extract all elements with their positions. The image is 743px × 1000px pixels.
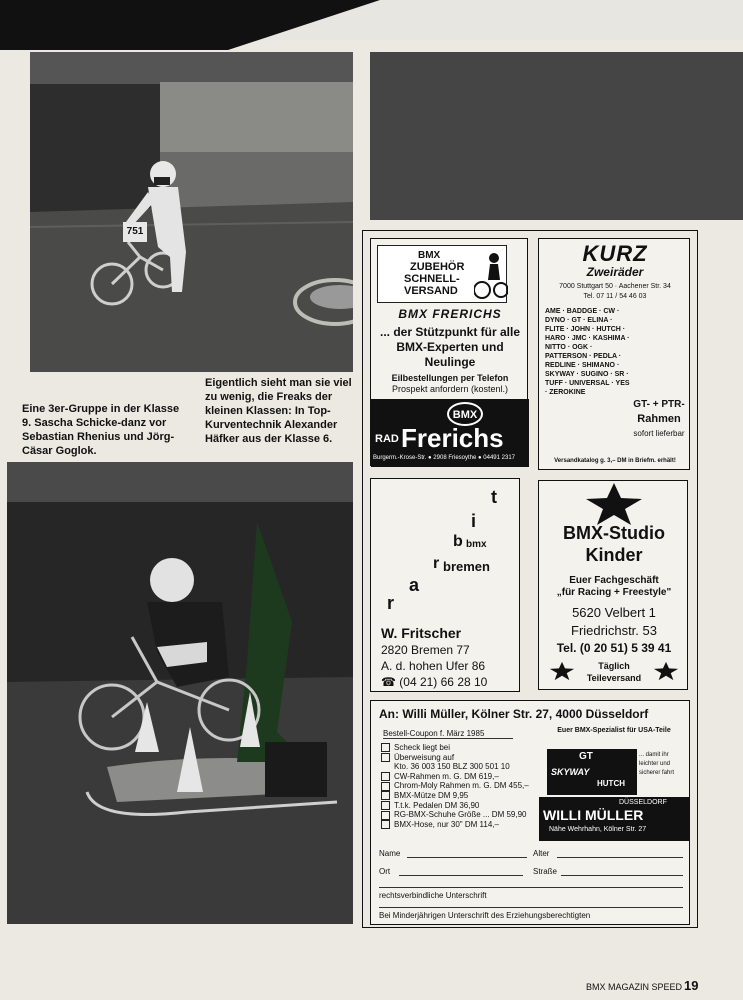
frerichs-logo-main: Frerichs bbox=[401, 423, 504, 453]
kurz-title: KURZ bbox=[582, 241, 648, 266]
mueller-minor-label: Bei Minderjährigen Unterschrift des Erziehungsberechtigten bbox=[379, 911, 591, 920]
mueller-item[interactable]: BMX-Hose, nur 30" DM 114,– bbox=[381, 820, 541, 830]
guardian-signature-line[interactable] bbox=[379, 907, 683, 908]
fritscher-phone: (04 21) 66 28 10 bbox=[399, 675, 488, 689]
mueller-signature-label: rechtsverbindliche Unterschrift bbox=[379, 891, 487, 900]
mueller-specialist: Euer BMX-Spezialist für USA-Teile bbox=[557, 727, 671, 734]
studio-title-1: BMX-Studio bbox=[563, 523, 665, 543]
mueller-brand-hutch: HUTCH bbox=[597, 779, 625, 788]
fritscher-street: A. d. hohen Ufer 86 bbox=[381, 659, 486, 673]
studio-daily-2: Teileversand bbox=[586, 673, 642, 683]
checkbox[interactable] bbox=[381, 791, 390, 800]
frerichs-logo bbox=[371, 399, 529, 467]
strasse-field[interactable] bbox=[561, 875, 683, 876]
mueller-item[interactable]: RG-BMX-Schuhe Größe ... DM 59,90 bbox=[381, 810, 541, 820]
fritscher-letter-a: a bbox=[409, 575, 420, 595]
rider-number-plate: 751 bbox=[126, 226, 144, 237]
ad-fritscher bbox=[370, 478, 520, 692]
kurz-subtitle: Zweiräder bbox=[586, 265, 644, 279]
star-icon-large bbox=[584, 483, 644, 525]
alter-field[interactable] bbox=[557, 857, 683, 858]
mueller-item[interactable]: CW-Rahmen m. G. DM 619,– bbox=[381, 772, 541, 782]
frerichs-sign bbox=[377, 245, 507, 303]
kurz-offer-2: Rahmen bbox=[637, 413, 681, 425]
checkbox[interactable] bbox=[381, 782, 390, 791]
frerichs-sign-line-4: VERSAND bbox=[404, 285, 458, 297]
mueller-shop-box bbox=[539, 797, 689, 841]
kurz-address: 7000 Stuttgart 50 · Aachener Str. 34 bbox=[559, 283, 671, 290]
photo-rider-kicker-illustration bbox=[30, 52, 353, 372]
fritscher-letter-r2: r bbox=[387, 593, 395, 613]
checkbox[interactable] bbox=[381, 753, 390, 762]
checkbox[interactable] bbox=[381, 743, 390, 752]
dark-image-block bbox=[370, 52, 743, 220]
frerichs-banner: BMX FRERICHS bbox=[398, 307, 502, 321]
studio-tag-2: „für Racing + Freestyle" bbox=[556, 587, 672, 598]
photo-bottom-left bbox=[7, 462, 353, 924]
mueller-item[interactable]: Scheck liegt bei bbox=[381, 743, 541, 753]
kurz-offer-3: sofort lieferbar bbox=[633, 429, 685, 438]
mueller-item[interactable]: Überweisung auf bbox=[381, 753, 541, 763]
kurz-brands: AME · BADDGE · CW · DYNO · GT · ELINA · FLITE · JOHN · HUTCH · HARO · JMC · KASHIMA · NITTO · OGK · PATTERSON · PEDLA · REDLINE · SHIMANO · SKYWAY · SUGINO · SR · TUFF · UNIVERSAL · YES · ZEROKINE bbox=[545, 308, 630, 396]
mueller-header: An: Willi Müller, Kölner Str. 27, 4000 Düsseldorf bbox=[379, 707, 649, 721]
frerichs-line-2: Prospekt anfordern (kostenl.) bbox=[391, 384, 509, 394]
fritscher-letter-r1: r bbox=[433, 555, 440, 572]
mueller-shop-sub: Nähe Wehrhahn, Kölner Str. 27 bbox=[549, 826, 647, 833]
fritscher-letter-t: t bbox=[491, 487, 497, 507]
caption-right: Eigentlich sieht man sie viel zu wenig, die Freaks der kleinen Klassen: In Top-Kurventechnik Alexander Häfker aus der Klasse 6. bbox=[205, 377, 352, 445]
frerichs-line-1: Eilbestellungen per Telefon bbox=[391, 373, 509, 383]
name-field[interactable] bbox=[407, 857, 527, 858]
fritscher-bmx: bmx bbox=[466, 539, 487, 550]
frerichs-sign-line-1: BMX bbox=[418, 250, 441, 261]
page-number: 19 bbox=[684, 978, 699, 993]
studio-city: 5620 Velbert 1 bbox=[572, 605, 656, 620]
signature-line[interactable] bbox=[379, 887, 683, 888]
kurz-offer-1: GT- + PTR- bbox=[633, 399, 685, 410]
mueller-item-account: Kto. 36 003 150 BLZ 300 501 10 bbox=[394, 762, 510, 772]
magazine-name: BMX MAGAZIN SPEED bbox=[586, 982, 683, 992]
photo-rider-cones-illustration bbox=[7, 462, 353, 924]
mueller-item[interactable]: T.t.k. Pedalen DM 36,90 bbox=[381, 801, 541, 811]
mueller-side-note: ... damit ihr leichter und sicherer fahrt bbox=[639, 752, 675, 776]
fritscher-phone-row bbox=[381, 675, 487, 689]
studio-tel: Tel. (0 20 51) 5 39 41 bbox=[556, 641, 672, 655]
caption-left: Eine 3er-Gruppe in der Klasse 9. Sascha Schicke-danz vor Sebastian Rhenius und Jörg-Cäsar Goglok. bbox=[22, 403, 180, 457]
studio-street: Friedrichstr. 53 bbox=[571, 623, 657, 638]
mueller-item-list bbox=[381, 743, 541, 829]
mueller-field-strasse-label: Straße bbox=[533, 867, 558, 876]
frerichs-logo-badge: BMX bbox=[447, 402, 483, 426]
ad-willi-mueller bbox=[370, 700, 690, 925]
mueller-brand-gt: GT bbox=[579, 751, 593, 762]
mueller-shop-name: WILLI MÜLLER bbox=[543, 807, 644, 823]
fritscher-city: 2820 Bremen 77 bbox=[381, 643, 470, 657]
ad-kurz bbox=[538, 238, 690, 470]
frerichs-logo-rad: RAD bbox=[375, 433, 399, 445]
fritscher-letter-i: i bbox=[471, 511, 477, 531]
frerichs-footer: Burgerm.-Krose-Str. ● 2908 Friesoythe ● 04491 2317 bbox=[373, 455, 515, 461]
studio-title-2: Kinder bbox=[585, 545, 643, 565]
mueller-item[interactable]: BMX-Mütze DM 9,95 bbox=[381, 791, 541, 801]
kurz-footer: Versandkatalog g. 3,– DM in Briefm. erhält! bbox=[554, 458, 676, 464]
photo-top-left bbox=[30, 52, 353, 372]
mueller-coupon-title: Bestell-Coupon f. März 1985 bbox=[383, 729, 513, 739]
frerichs-headline: ... der Stützpunkt für alle BMX-Experten und Neulinge bbox=[379, 325, 520, 369]
mueller-field-ort-label: Ort bbox=[379, 867, 391, 876]
mueller-brand-box bbox=[547, 749, 637, 795]
bmx-rider-icon bbox=[474, 252, 508, 300]
mueller-shop-city: DÜSSELDORF bbox=[619, 799, 667, 806]
mueller-field-name-label: Name bbox=[379, 849, 401, 858]
ort-field[interactable] bbox=[399, 875, 523, 876]
fritscher-name: W. Fritscher bbox=[381, 625, 462, 641]
mueller-item[interactable]: Chrom-Moly Rahmen m. G. DM 455,– bbox=[381, 781, 541, 791]
fritscher-letter-b: b bbox=[453, 533, 463, 550]
checkbox[interactable] bbox=[381, 772, 390, 781]
frerichs-sign-line-2: ZUBEHÖR bbox=[410, 261, 465, 273]
frerichs-sign-line-3: SCHNELL- bbox=[404, 273, 460, 285]
telephone-icon: ☎ bbox=[381, 675, 400, 689]
checkbox[interactable] bbox=[381, 820, 390, 829]
fritscher-bremen: bremen bbox=[443, 559, 490, 574]
studio-daily-1: Täglich bbox=[598, 661, 630, 671]
studio-tag-1: Euer Fachgeschäft bbox=[569, 575, 659, 586]
checkbox[interactable] bbox=[381, 801, 390, 810]
checkbox[interactable] bbox=[381, 811, 390, 820]
mueller-field-alter-label: Alter bbox=[533, 849, 550, 858]
kurz-tel: Tel. 07 11 / 54 46 03 bbox=[583, 293, 647, 300]
mueller-brand-skyway: SKYWAY bbox=[551, 767, 590, 777]
ad-frerichs bbox=[370, 238, 528, 466]
ad-bmx-studio bbox=[538, 480, 688, 690]
